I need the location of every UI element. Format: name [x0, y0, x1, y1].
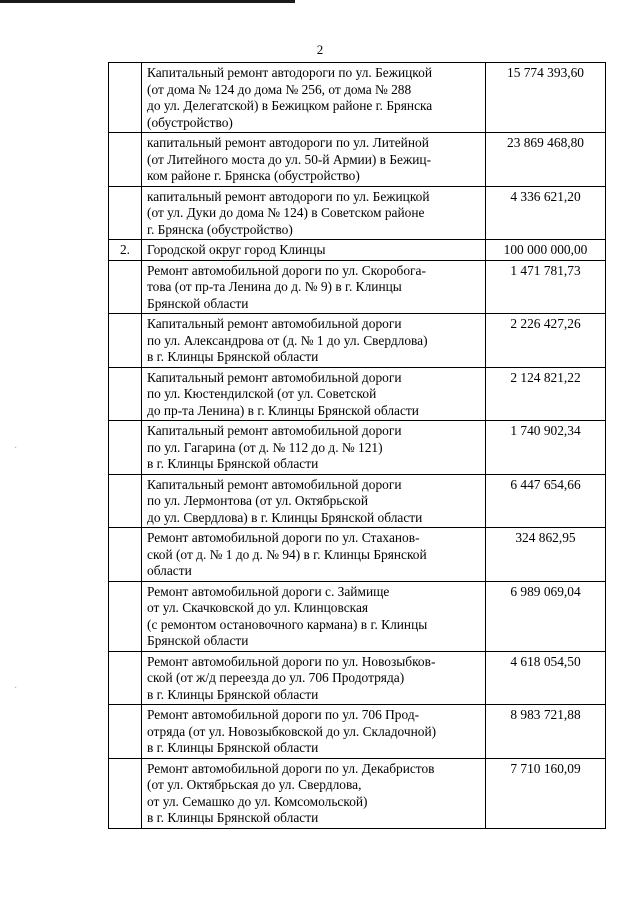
row-amount: 15 774 393,60 — [486, 63, 606, 133]
table-row — [109, 63, 606, 133]
row-amount: 324 862,95 — [486, 528, 606, 582]
row-description: Ремонт автомобильной дороги по ул. Декабристов (от ул. Октябрьская до ул. Свердлова, от ул. Семашко до ул. Комсомольской) в г. Клинцы Брянской области — [142, 758, 486, 828]
row-amount: 1 471 781,73 — [486, 260, 606, 314]
row-description: Капитальный ремонт автомобильной дороги по ул. Александрова от (д. № 1 до ул. Свердлова) в г. Клинцы Брянской области — [142, 314, 486, 368]
table-row — [109, 314, 606, 368]
row-number — [109, 581, 142, 651]
row-amount: 6 989 069,04 — [486, 581, 606, 651]
row-number — [109, 260, 142, 314]
row-amount: 2 226 427,26 — [486, 314, 606, 368]
row-amount: 2 124 821,22 — [486, 367, 606, 421]
row-number — [109, 474, 142, 528]
row-number — [109, 314, 142, 368]
row-description: Ремонт автомобильной дороги по ул. Новозыбков- ской (от ж/д переезда до ул. 706 Продотряда) в г. Клинцы Брянской области — [142, 651, 486, 705]
table-row — [109, 474, 606, 528]
row-number — [109, 63, 142, 133]
row-amount: 6 447 654,66 — [486, 474, 606, 528]
row-number: 2. — [109, 240, 142, 261]
row-number — [109, 651, 142, 705]
row-number — [109, 528, 142, 582]
table-row — [109, 260, 606, 314]
row-amount: 100 000 000,00 — [486, 240, 606, 261]
table-row — [109, 758, 606, 828]
row-description: капитальный ремонт автодороги по ул. Литейной (от Литейного моста до ул. 50-й Армии) в Бежиц- ком районе г. Брянска (обустройство) — [142, 133, 486, 187]
row-amount: 7 710 160,09 — [486, 758, 606, 828]
row-description: Капитальный ремонт автомобильной дороги по ул. Гагарина (от д. № 112 до д. № 121) в г. Клинцы Брянской области — [142, 421, 486, 475]
header-rule — [0, 0, 295, 3]
row-amount: 8 983 721,88 — [486, 705, 606, 759]
row-description: Ремонт автомобильной дороги по ул. Стаханов- ской (от д. № 1 до д. № 94) в г. Клинцы Брянской области — [142, 528, 486, 582]
row-description: Городской округ город Клинцы — [142, 240, 486, 261]
row-description: капитальный ремонт автодороги по ул. Бежицкой (от ул. Дуки до дома № 124) в Советском районе г. Брянска (обустройство) — [142, 186, 486, 240]
row-number — [109, 421, 142, 475]
row-description: Ремонт автомобильной дороги с. Займище от ул. Скачковской до ул. Клинцовская (с ремонтом остановочного кармана) в г. Клинцы Брянской области — [142, 581, 486, 651]
row-description: Капитальный ремонт автомобильной дороги по ул. Лермонтова (от ул. Октябрьской до ул. Свердлова) в г. Клинцы Брянской области — [142, 474, 486, 528]
table-row — [109, 421, 606, 475]
row-description: Капитальный ремонт автодороги по ул. Бежицкой (от дома № 124 до дома № 256, от дома № 288 до ул. Делегатской) в Бежицком районе г. Брянска (обустройство) — [142, 63, 486, 133]
row-description: Ремонт автомобильной дороги по ул. Скоробога- това (от пр-та Ленина до д. № 9) в г. Клинцы Брянской области — [142, 260, 486, 314]
table-row — [109, 186, 606, 240]
allocation-table — [108, 62, 606, 829]
table-row — [109, 581, 606, 651]
row-description: Ремонт автомобильной дороги по ул. 706 Прод- отряда (от ул. Новозыбковской до ул. Складочной) в г. Клинцы Брянской области — [142, 705, 486, 759]
table-row — [109, 705, 606, 759]
row-amount: 23 869 468,80 — [486, 133, 606, 187]
table-row — [109, 367, 606, 421]
row-amount: 4 618 054,50 — [486, 651, 606, 705]
scan-mark: · — [14, 443, 18, 454]
scan-mark: · — [14, 683, 18, 694]
row-amount: 1 740 902,34 — [486, 421, 606, 475]
row-number — [109, 758, 142, 828]
row-number — [109, 133, 142, 187]
page-number: 2 — [316, 42, 324, 57]
row-number — [109, 186, 142, 240]
row-number — [109, 367, 142, 421]
row-amount: 4 336 621,20 — [486, 186, 606, 240]
row-description: Капитальный ремонт автомобильной дороги по ул. Кюстендилской (от ул. Советской до пр-та Ленина) в г. Клинцы Брянской области — [142, 367, 486, 421]
row-number — [109, 705, 142, 759]
table-row — [109, 528, 606, 582]
table-row — [109, 133, 606, 187]
table-row — [109, 651, 606, 705]
table-row — [109, 240, 606, 261]
